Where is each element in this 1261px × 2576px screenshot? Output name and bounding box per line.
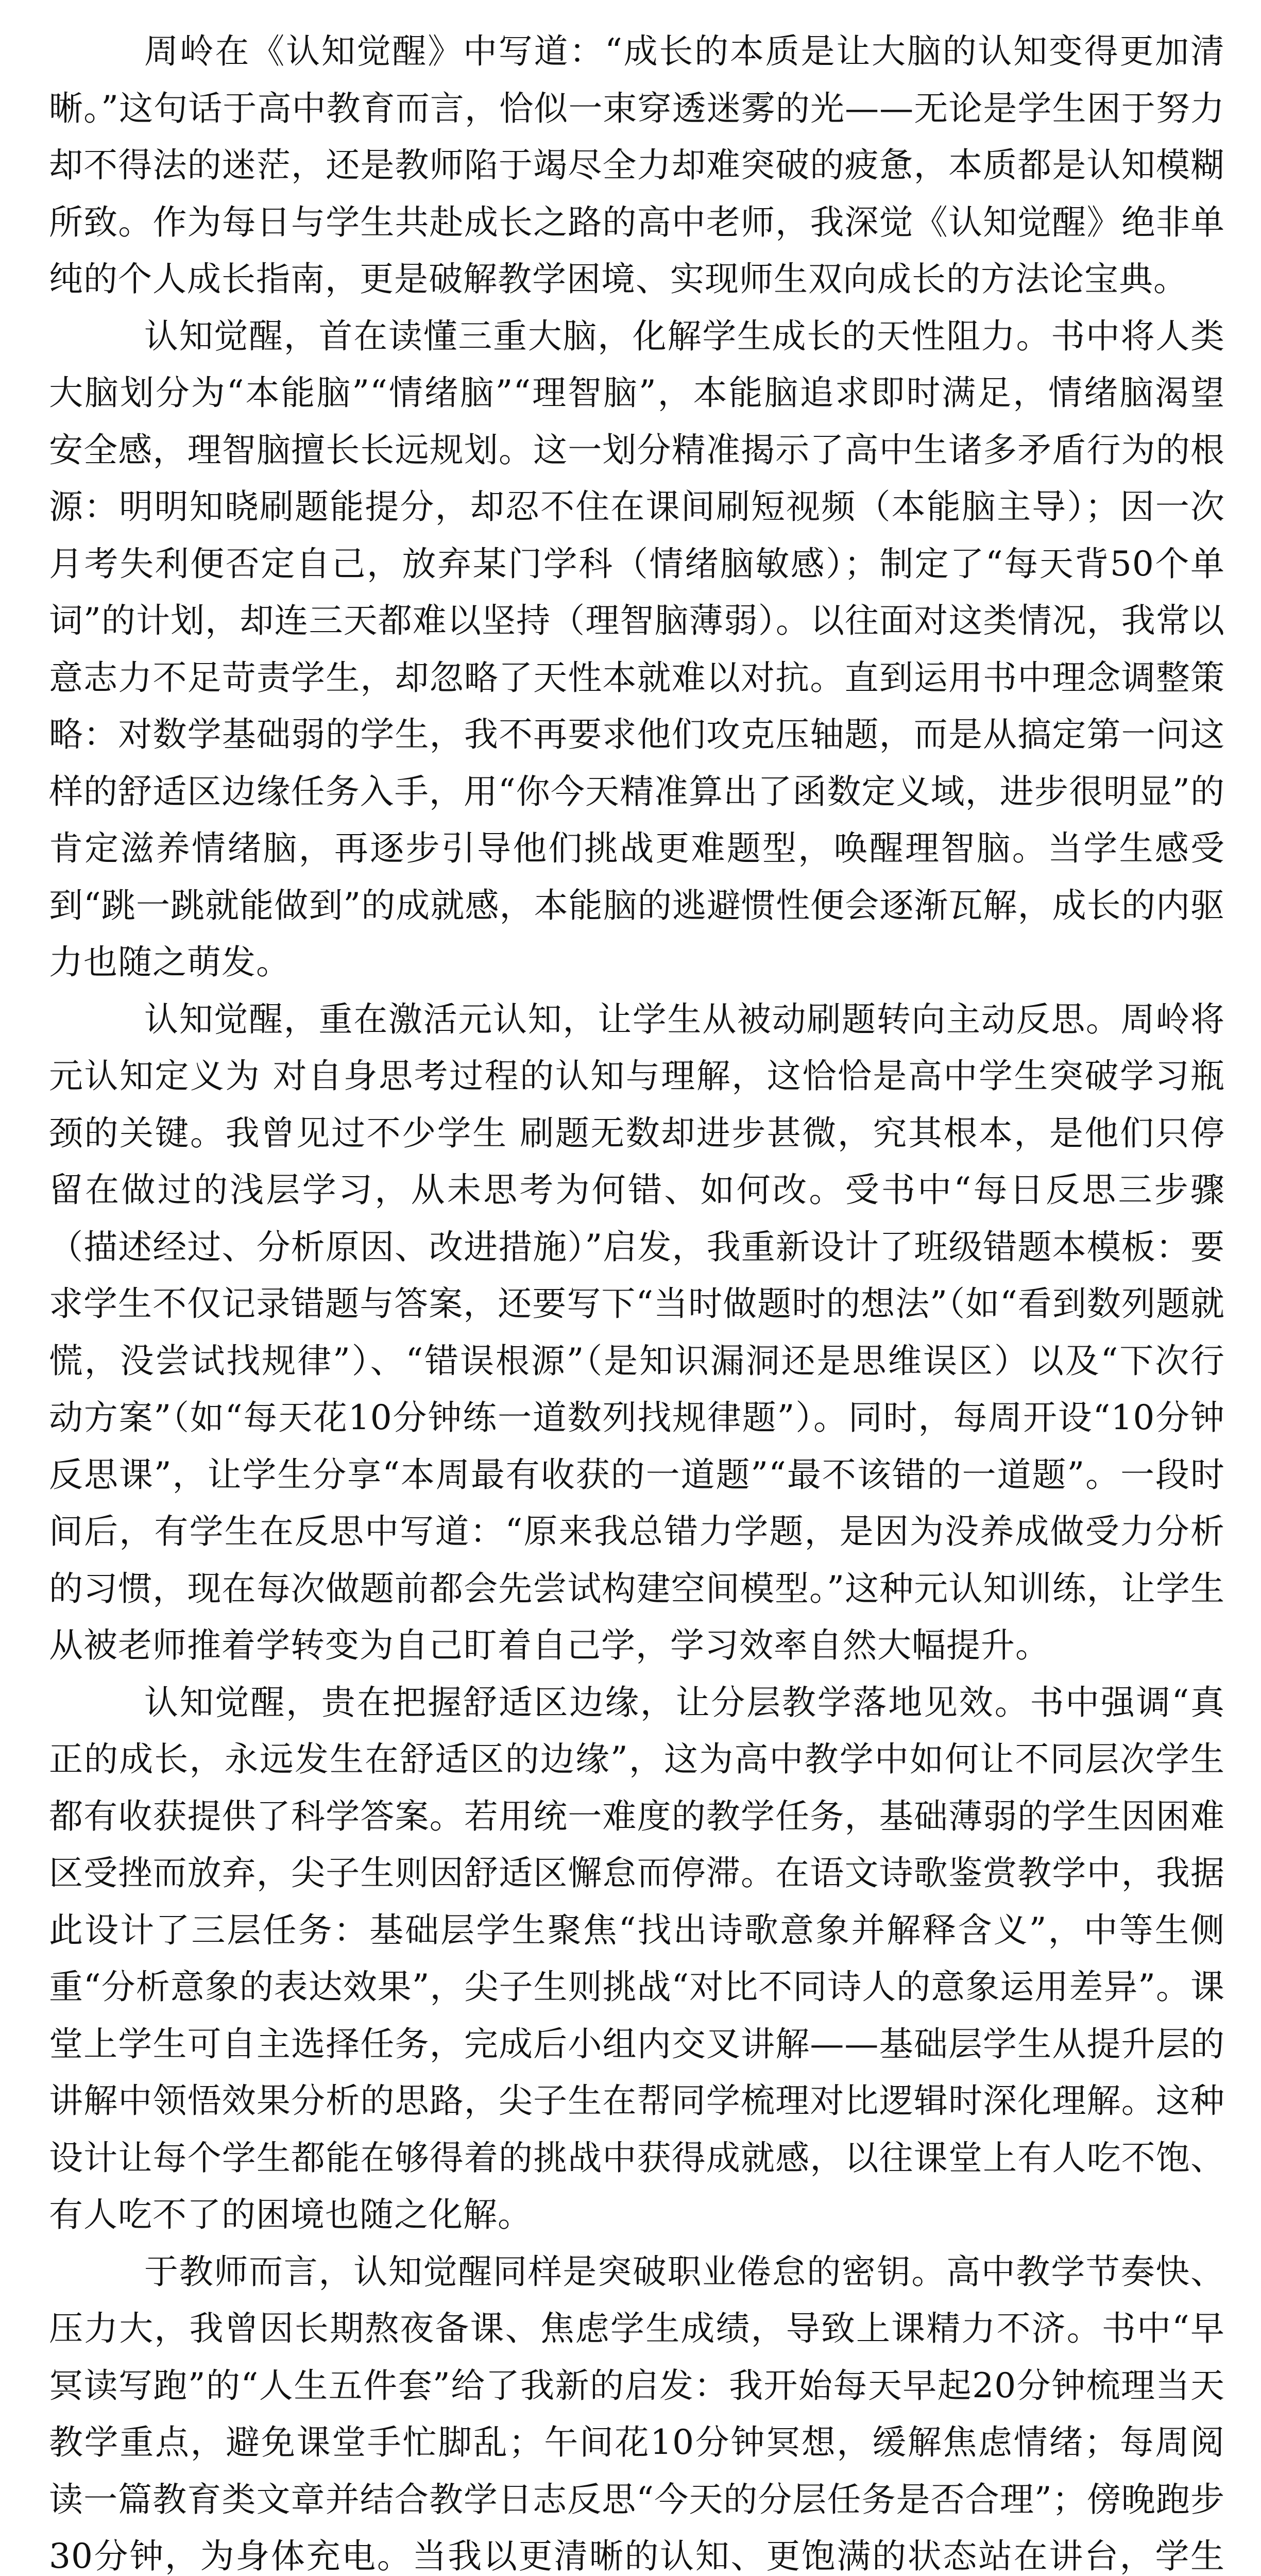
paragraph-intro: 周岭在《认知觉醒》中写道：“成长的本质是让大脑的认知变得更加清晰。”这句话于高中教育而言，恰似一束穿透迷雾的光——无论是学生困于努力却不得法的迷茫，还是教师陷于竭尽全力却难突破的疲惫，本质都是认知模糊所致。作为每日与学生共赴成长之路的高中老师，我深觉《认知觉醒》绝非单纯的个人成长指南，更是破解教学困境、实现师生双向成长的方法论宝典。 [49,31,1225,299]
paragraph-three-brains: 认知觉醒，首在读懂三重大脑，化解学生成长的天性阻力。书中将人类大脑划分为“本能脑”“情绪脑”“理智脑”，本能脑追求即时满足，情绪脑渴望安全感，理智脑擅长长远规划。这一划分精准揭示了高中生诸多矛盾行为的根源：明明知晓刷题能提分，却忍不住在课间刷短视频（本能脑主导）；因一次月考失利便否定自己，放弃某门学科（情绪脑敏感）；制定了“每天背50个单词”的计划，却连三天都难以坚持（理智脑薄弱）。以往面对这类情况，我常以意志力不足苛责学生，却忽略了天性本就难以对抗。直到运用书中理念调整策略：对数学基础弱的学生，我不再要求他们攻克压轴题，而是从搞定第一问这样的舒适区边缘任务入手，用“你今天精准算出了函数定义域，进步很明显”的肯定滋养情绪脑，再逐步引导他们挑战更难题型，唤醒理智脑。当学生感受到“跳一跳就能做到”的成就感，本能脑的逃避惯性便会逐渐瓦解，成长的内驱力也随之萌发。 [49,316,1225,982]
paragraph-metacognition: 认知觉醒，重在激活元认知，让学生从被动刷题转向主动反思。周岭将元认知定义为 对自身思考过程的认知与理解，这恰恰是高中学生突破学习瓶颈的关键。我曾见过不少学生 刷题无数却进步甚微，究其根本，是他们只停留在做过的浅层学习，从未思考为何错、如何改。受书中“每日反思三步骤（描述经过、分析原因、改进措施）”启发，我重新设计了班级错题本模板：要求学生不仅记录错题与答案，还要写下“当时做题时的想法”（如“看到数列题就慌，没尝试找规律”）、“错误根源”（是知识漏洞还是思维误区）以及“下次行动方案”（如“每天花10分钟练一道数列找规律题”）。同时，每周开设“10分钟反思课”，让学生分享“本周最有收获的一道题”“最不该错的一道题”。一段时间后，有学生在反思中写道：“原来我总错力学题，是因为没养成做受力分析的习惯，现在每次做题前都会先尝试构建空间模型。”这种元认知训练，让学生从被老师推着学转变为自己盯着自己学，学习效率自然大幅提升。 [49,999,1225,1665]
paragraph-comfort-zone: 认知觉醒，贵在把握舒适区边缘，让分层教学落地见效。书中强调“真正的成长，永远发生在舒适区的边缘”，这为高中教学中如何让不同层次学生都有收获提供了科学答案。若用统一难度的教学任务，基础薄弱的学生因困难区受挫而放弃，尖子生则因舒适区懈怠而停滞。在语文诗歌鉴赏教学中，我据此设计了三层任务：基础层学生聚焦“找出诗歌意象并解释含义”，中等生侧重“分析意象的表达效果”，尖子生则挑战“对比不同诗人的意象运用差异”。课堂上学生可自主选择任务，完成后小组内交叉讲解——基础层学生从提升层的讲解中领悟效果分析的思路，尖子生在帮同学梳理对比逻辑时深化理解。这种设计让每个学生都能在够得着的挑战中获得成就感，以往课堂上有人吃不饱、有人吃不了的困境也随之化解。 [49,1682,1225,2234]
paragraph-teacher-burnout: 于教师而言，认知觉醒同样是突破职业倦怠的密钥。高中教学节奏快、压力大，我曾因长期熬夜备课、焦虑学生成绩，导致上课精力不济。书中“早冥读写跑”的“人生五件套”给了我新的启发：我开始每天早起20分钟梳理当天教学重点，避免课堂手忙脚乱；午间花10分钟冥想，缓解焦虑情绪；每周阅读一篇教育类文章并结合教学日志反思“今天的分层任务是否合理”；傍晚跑步30分钟，为身体充电。当我以更清晰的认知、更饱满的状态站在讲台，学生 [49,2251,1225,2576]
